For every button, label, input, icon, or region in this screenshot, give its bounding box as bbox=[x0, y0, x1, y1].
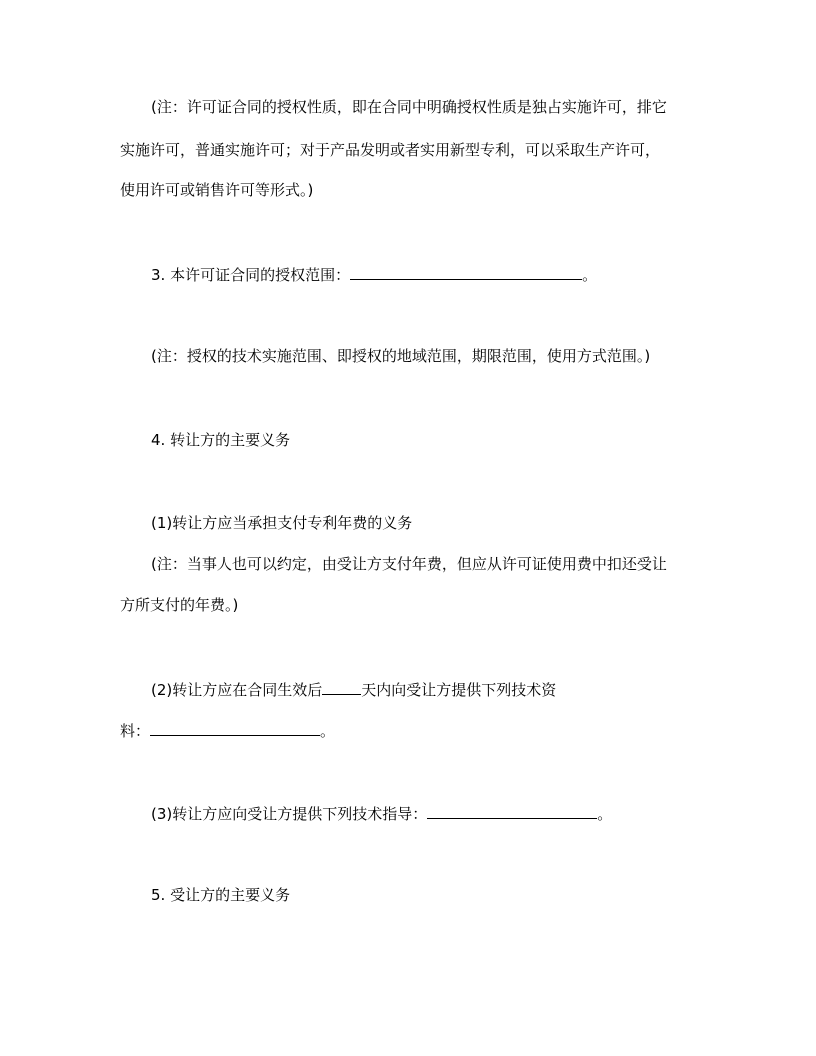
note-license-nature-text-3: 使用许可或销售许可等形式。) bbox=[120, 181, 314, 199]
note-fee-text-2: 方所支付的年费。) bbox=[120, 596, 239, 614]
item-4-2-days-blank[interactable] bbox=[322, 679, 361, 695]
item-4-2-period: 。 bbox=[320, 722, 336, 740]
item-4-1-line bbox=[151, 513, 412, 533]
note-license-nature-line-1 bbox=[151, 97, 667, 117]
item-4-2-materials-blank[interactable] bbox=[150, 720, 320, 736]
item-4-3-label: (3)转让方应向受让方提供下列技术指导： bbox=[151, 805, 428, 823]
note-scope-line bbox=[151, 346, 650, 366]
item-4-3-guidance-blank[interactable] bbox=[427, 803, 597, 819]
item-4-1-text: (1)转让方应当承担支付专利年费的义务 bbox=[151, 514, 413, 532]
item-4-2-label: (2)转让方应在合同生效后 bbox=[151, 681, 323, 699]
item-4-3-line bbox=[151, 803, 612, 823]
item-3-line bbox=[151, 264, 597, 284]
item-4-heading bbox=[151, 430, 290, 450]
note-license-nature-text-1: (注：许可证合同的授权性质，即在合同中明确授权性质是独占实施许可，排它 bbox=[151, 98, 667, 116]
note-license-nature-line-2 bbox=[120, 140, 660, 160]
item-4-2-label-cont: 天内向受让方提供下列技术资 bbox=[361, 681, 557, 699]
note-fee-line-2 bbox=[120, 595, 238, 615]
item-3-blank-field[interactable] bbox=[350, 264, 582, 280]
note-license-nature-line-3 bbox=[120, 180, 313, 200]
item-3-label: 3. 本许可证合同的授权范围： bbox=[151, 266, 351, 284]
note-fee-line-1 bbox=[151, 554, 667, 574]
note-license-nature-text-2: 实施许可，普通实施许可；对于产品发明或者实用新型专利，可以采取生产许可， bbox=[120, 141, 661, 159]
item-5-heading bbox=[151, 885, 290, 905]
item-4-3-period: 。 bbox=[597, 805, 613, 823]
item-5-heading-text: 5. 受让方的主要义务 bbox=[151, 886, 291, 904]
item-4-2-cont-label: 料： bbox=[120, 722, 151, 740]
item-4-2-line bbox=[151, 679, 556, 699]
note-scope-text: (注：授权的技术实施范围、即授权的地域范围，期限范围，使用方式范围。) bbox=[151, 347, 651, 365]
item-4-2-cont-line bbox=[120, 720, 335, 740]
note-fee-text-1: (注：当事人也可以约定，由受让方支付年费，但应从许可证使用费中扣还受让 bbox=[151, 555, 667, 573]
item-3-period: 。 bbox=[582, 266, 598, 284]
item-4-heading-text: 4. 转让方的主要义务 bbox=[151, 431, 291, 449]
